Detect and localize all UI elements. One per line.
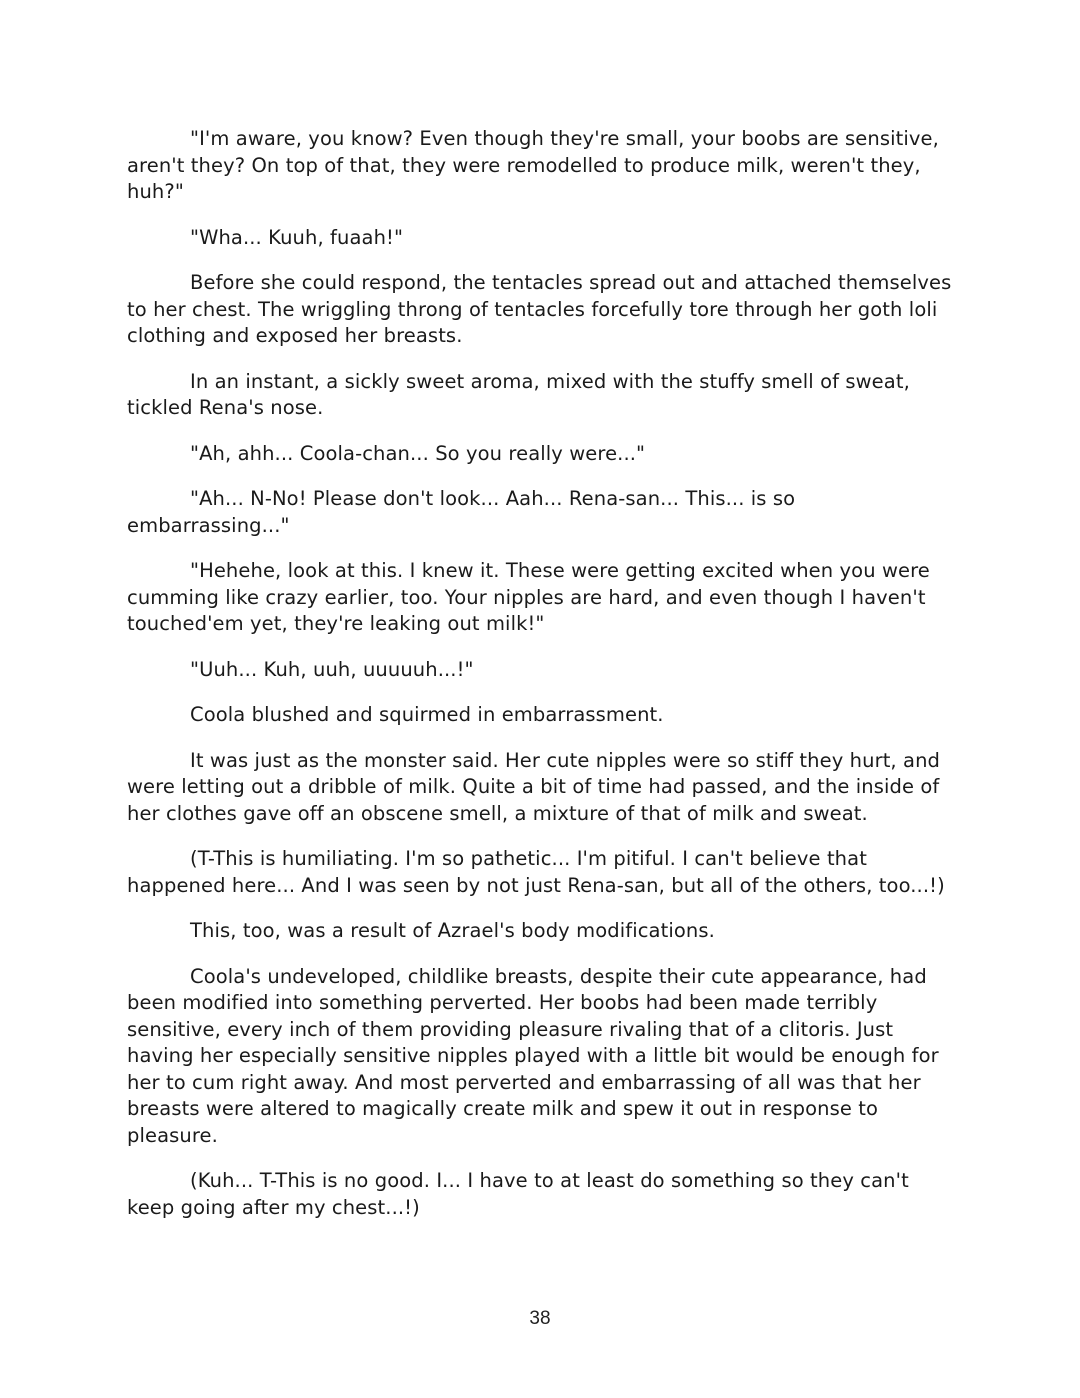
paragraph: (Kuh... T-This is no good. I... I have to at least do something so they can't keep going after my chest...!) [127,1169,909,1219]
paragraph: In an instant, a sickly sweet aroma, mixed with the stuffy smell of sweat, tickled Rena's nose. [127,369,910,419]
paragraph: "Hehehe, look at this. I knew it. These were getting excited when you were cumming like crazy earlier, too. Your nipples are hard, and even though I haven't touched'em yet, they're leaking out milk!" [127,559,930,635]
paragraph: (T-This is humiliating. I'm so pathetic... I'm pitiful. I can't believe that happened here... And I was seen by not just Rena-san, but all of the others, too...!) [127,847,945,897]
paragraph: Coola blushed and squirmed in embarrassment. [190,703,664,726]
paragraph: "Ah, ahh... Coola-chan... So you really were..." [190,441,646,465]
paragraph: This, too, was a result of Azrael's body modifications. [190,919,715,942]
paragraph: "I'm aware, you know? Even though they're small, your boobs are sensitive, aren't they? On top of that, they were remodelled to produce milk, weren't they, huh?" [127,127,939,203]
paragraph: It was just as the monster said. Her cute nipples were so stiff they hurt, and were letting out a dribble of milk. Quite a bit of time had passed, and the inside of her clothes gave off an obscene smell, a mixture of that of milk and sweat. [127,748,941,825]
document-body [127,126,953,1240]
paragraph: "Uuh... Kuh, uuh, uuuuuh...!" [190,657,474,681]
paragraph: Before she could respond, the tentacles spread out and attached themselves to her chest. The wriggling throng of tentacles forcefully tore through her goth loli clothing and exposed her breasts. [127,271,952,347]
page-number: 38 [529,1308,551,1329]
paragraph: "Wha... Kuuh, fuaah!" [190,225,404,249]
paragraph: Coola's undeveloped, childlike breasts, despite their cute appearance, had been modified into something perverted. Her boobs had been made terribly sensitive, every inch of them providing pleasure rivaling that of a clitoris. Just having her especially sensitive nipples played with a little bit would be enough for her to cum right away. And most perverted and embarrassing of all was that her breasts were altered to magically create milk and spew it out in response to pleasure. [127,964,939,1147]
paragraph: "Ah... N-No! Please don't look... Aah... Rena-san... This... is so embarrassing..." [127,487,796,537]
